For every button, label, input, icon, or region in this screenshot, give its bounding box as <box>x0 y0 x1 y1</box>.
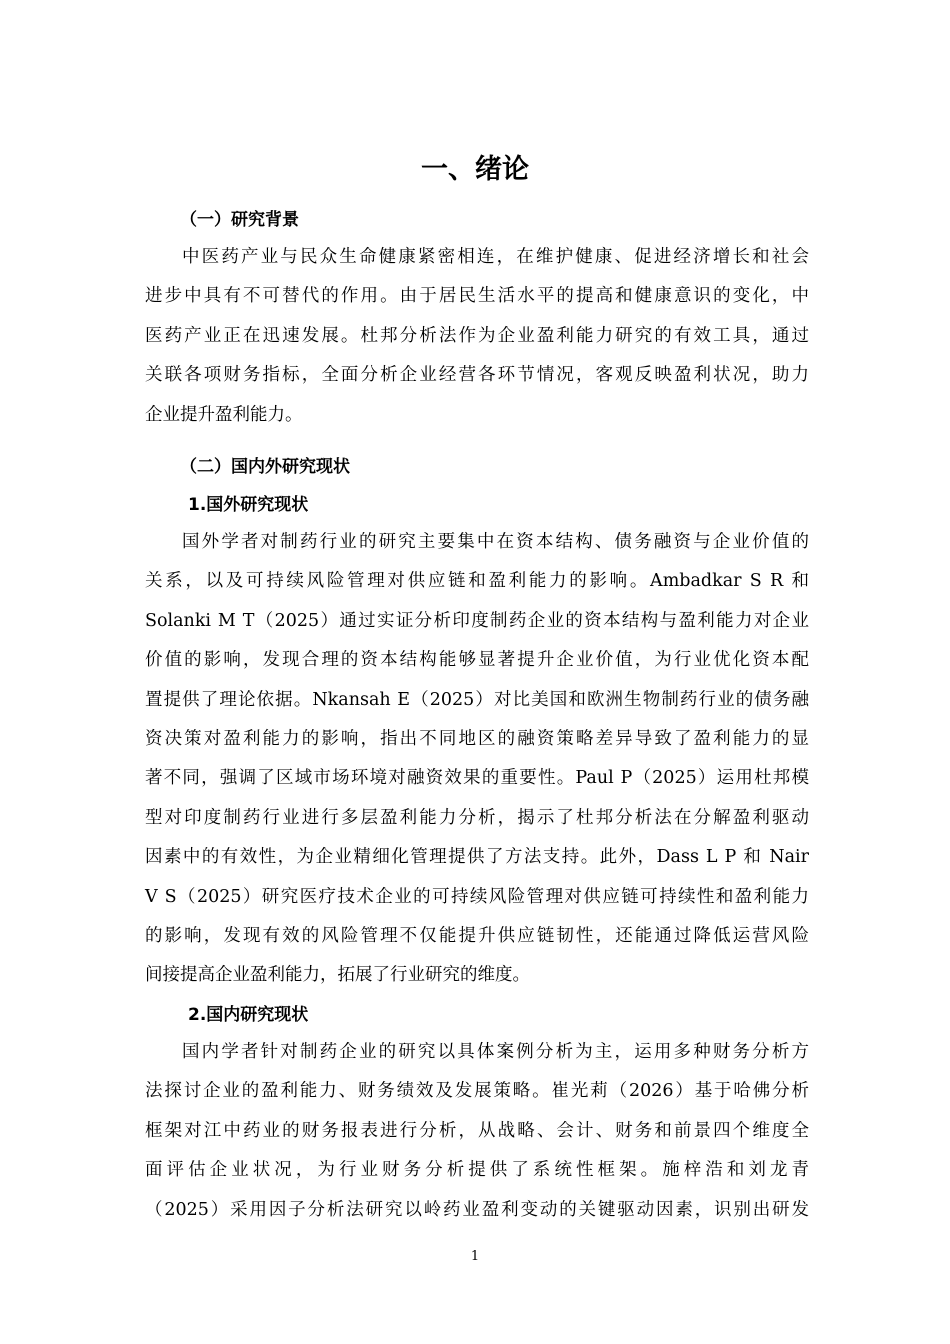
paragraph-line: 价值的影响，发现合理的资本结构能够显著提升企业价值，为行业优化资本配 <box>145 650 809 671</box>
paragraph-line: 因素中的有效性，为企业精细化管理提供了方法支持。此外，Dass L P 和 Nair <box>145 847 809 868</box>
paragraph-foreign-research <box>145 523 809 996</box>
paragraph-background <box>145 238 809 435</box>
paragraph-line: 置提供了理论依据。Nkansah E（2025）对比美国和欧洲生物制药行业的债务融 <box>145 689 809 710</box>
paragraph-line: （2025）采用因子分析法研究以岭药业盈利变动的关键驱动因素，识别出研发 <box>145 1199 809 1220</box>
paragraph-line: 型对印度制药行业进行多层盈利能力分析，揭示了杜邦分析法在分解盈利驱动 <box>145 807 809 828</box>
paragraph-line: V S（2025）研究医疗技术企业的可持续风险管理对供应链可持续性和盈利能力 <box>145 886 809 907</box>
paragraph-line: 框架对江中药业的财务报表进行分析，从战略、会计、财务和前景四个维度全 <box>145 1120 809 1141</box>
chapter-title: 一、绪论 <box>421 154 529 185</box>
subsection-heading-domestic: 2.国内研究现状 <box>188 1005 309 1025</box>
paragraph-line: 面评估企业状况，为行业财务分析提供了系统性框架。施梓浩和刘龙青 <box>145 1160 809 1181</box>
section-heading-research-status: （二）国内外研究现状 <box>180 457 350 477</box>
page-number: 1 <box>470 1249 480 1264</box>
paragraph-line: 国内学者针对制药企业的研究以具体案例分析为主，运用多种财务分析方 <box>182 1042 809 1062</box>
paragraph-line: 间接提高企业盈利能力，拓展了行业研究的维度。 <box>145 965 530 986</box>
paragraph-line: Solanki M T（2025）通过实证分析印度制药企业的资本结构与盈利能力对企业 <box>145 610 809 631</box>
paragraph-domestic-research <box>145 1033 809 1230</box>
paragraph-line: 的影响，发现有效的风险管理不仅能提升供应链韧性，还能通过降低运营风险 <box>145 925 809 946</box>
subsection-heading-foreign: 1.国外研究现状 <box>188 495 309 515</box>
paragraph-line: 中医药产业与民众生命健康紧密相连，在维护健康、促进经济增长和社会 <box>182 247 809 267</box>
paragraph-line: 关系，以及可持续风险管理对供应链和盈利能力的影响。Ambadkar S R 和 <box>145 571 809 592</box>
paragraph-line: 法探讨企业的盈利能力、财务绩效及发展策略。崔光莉（2026）基于哈佛分析 <box>145 1081 809 1102</box>
paragraph-line: 著不同，强调了区域市场环境对融资效果的重要性。Paul P（2025）运用杜邦模 <box>145 768 809 789</box>
section-heading-background: （一）研究背景 <box>180 210 299 230</box>
paragraph-line: 关联各项财务指标，全面分析企业经营各环节情况，客观反映盈利状况，助力 <box>145 365 809 386</box>
paragraph-line: 医药产业正在迅速发展。杜邦分析法作为企业盈利能力研究的有效工具，通过 <box>145 325 809 346</box>
paragraph-line: 进步中具有不可替代的作用。由于居民生活水平的提高和健康意识的变化，中 <box>145 286 809 307</box>
paragraph-line: 国外学者对制药行业的研究主要集中在资本结构、债务融资与企业价值的 <box>182 532 809 552</box>
paragraph-line: 企业提升盈利能力。 <box>145 404 303 425</box>
paragraph-line: 资决策对盈利能力的影响，指出不同地区的融资策略差异导致了盈利能力的显 <box>145 728 809 749</box>
